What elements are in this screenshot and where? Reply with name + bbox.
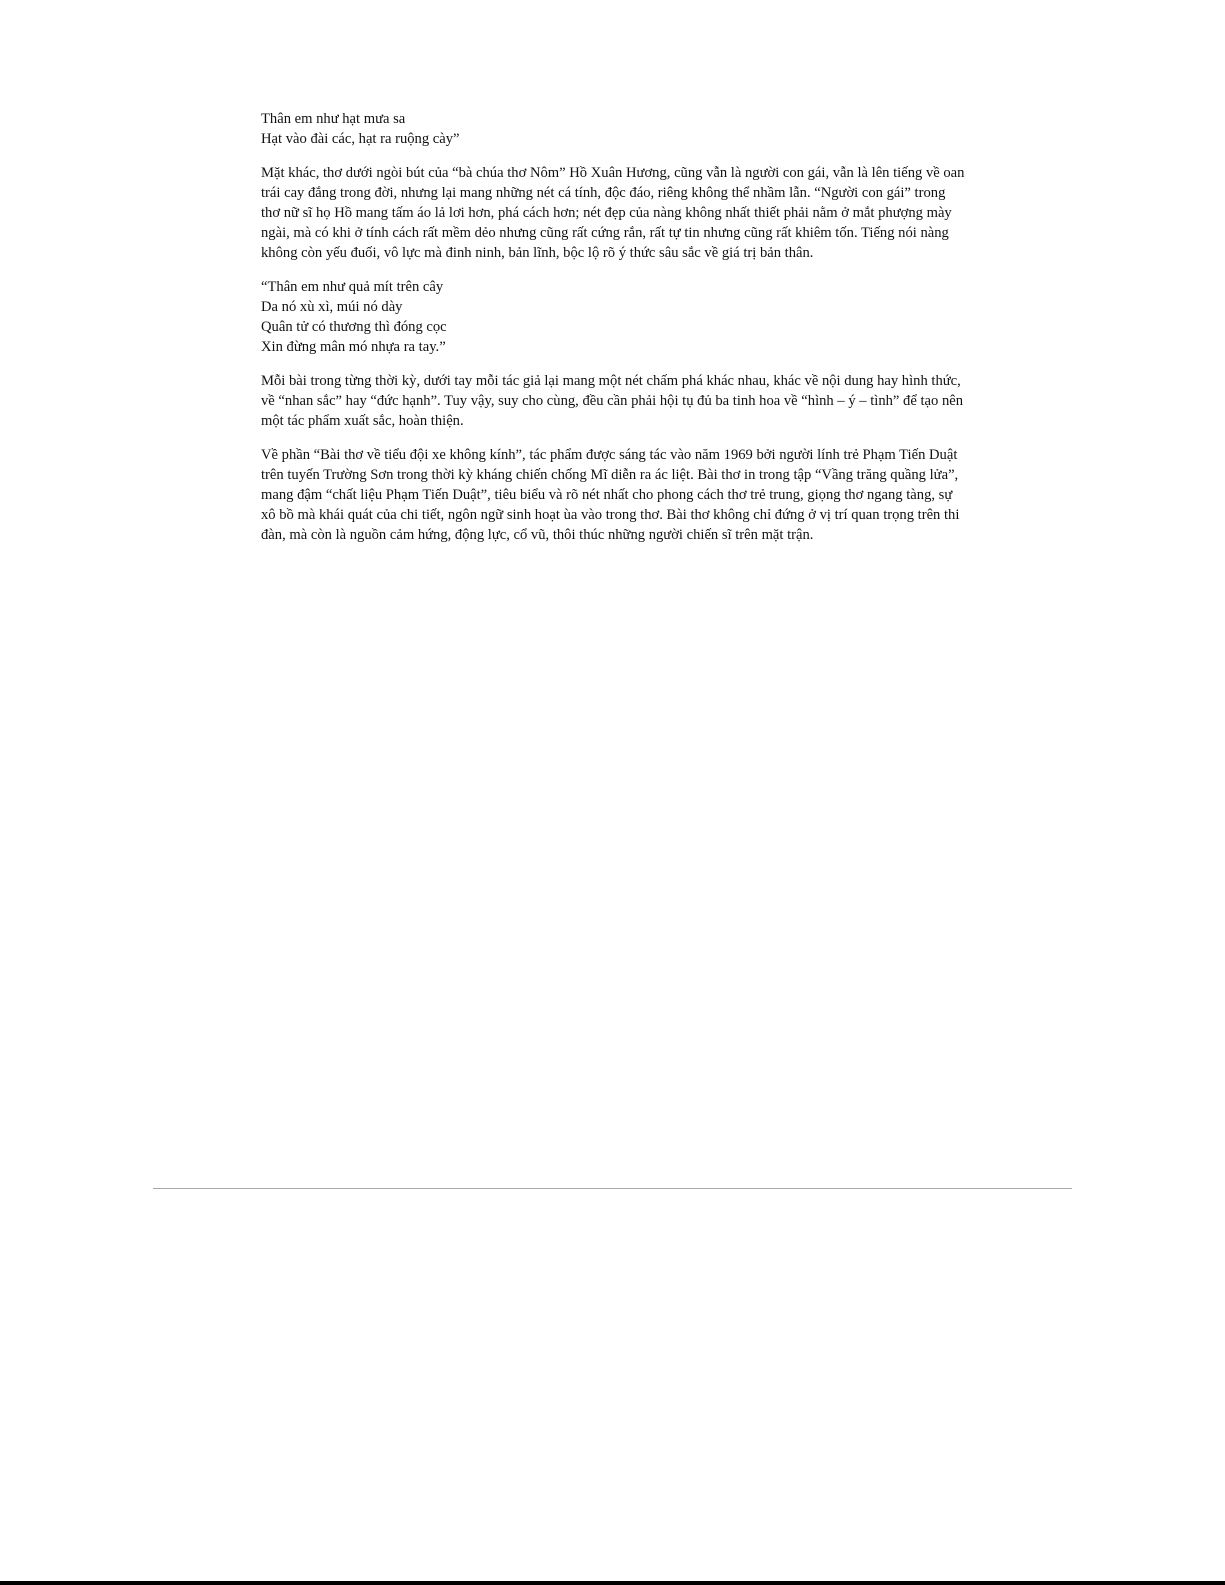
poem-line: Quân tử có thương thì đóng cọc [261,319,447,335]
document-body [261,109,967,559]
poem-line: Thân em như hạt mưa sa [261,111,406,127]
poem-line: “Thân em như quả mít trên cây [261,279,444,295]
poem-line: Xin đừng mân mó nhựa ra tay.” [261,339,446,355]
page-break-divider [153,1188,1072,1189]
poem-stanza [261,109,967,149]
poem-line: Hạt vào đài các, hạt ra ruộng cày” [261,131,460,147]
poem-stanza [261,277,967,357]
bottom-edge-bar [0,1581,1225,1585]
body-paragraph: Mặt khác, thơ dưới ngòi bút của “bà chúa thơ Nôm” Hồ Xuân Hương, cũng vẫn là người con gái, vẫn là lên tiếng về oan trái cay đắng trong đời, nhưng lại mang những nét cá tính, độc đáo, riêng không thể nhầm lẫn. “Người con gái” trong thơ nữ sĩ họ Hồ mang tấm áo lả lơi hơn, phá cách hơn; nét đẹp của nàng không nhất thiết phải nằm ở mắt phượng mày ngài, mà có khi ở tính cách rất mềm dẻo nhưng cũng rất cứng rắn, rất tự tin nhưng cũng rất khiêm tốn. Tiếng nói nàng không còn yếu đuối, vô lực mà đinh ninh, bản lĩnh, bộc lộ rõ ý thức sâu sắc về giá trị bản thân. [261,165,965,261]
poem-line: Da nó xù xì, múi nó dày [261,299,403,315]
body-paragraph: Về phần “Bài thơ về tiểu đội xe không kính”, tác phẩm được sáng tác vào năm 1969 bởi người lính trẻ Phạm Tiến Duật trên tuyến Trường Sơn trong thời kỳ kháng chiến chống Mĩ diễn ra ác liệt. Bài thơ in trong tập “Vầng trăng quầng lửa”, mang đậm “chất liệu Phạm Tiến Duật”, tiêu biểu và rõ nét nhất cho phong cách thơ trẻ trung, giọng thơ ngang tàng, sự xô bồ mà khái quát của chi tiết, ngôn ngữ sinh hoạt ùa vào trong thơ. Bài thơ không chỉ đứng ở vị trí quan trọng trên thi đàn, mà còn là nguồn cảm hứng, động lực, cổ vũ, thôi thúc những người chiến sĩ trên mặt trận. [261,447,960,543]
body-paragraph: Mỗi bài trong từng thời kỳ, dưới tay mỗi tác giả lại mang một nét chấm phá khác nhau, khác về nội dung hay hình thức, về “nhan sắc” hay “đức hạnh”. Tuy vậy, suy cho cùng, đều cần phải hội tụ đủ ba tinh hoa về “hình – ý – tình” để tạo nên một tác phẩm xuất sắc, hoàn thiện. [261,373,964,429]
